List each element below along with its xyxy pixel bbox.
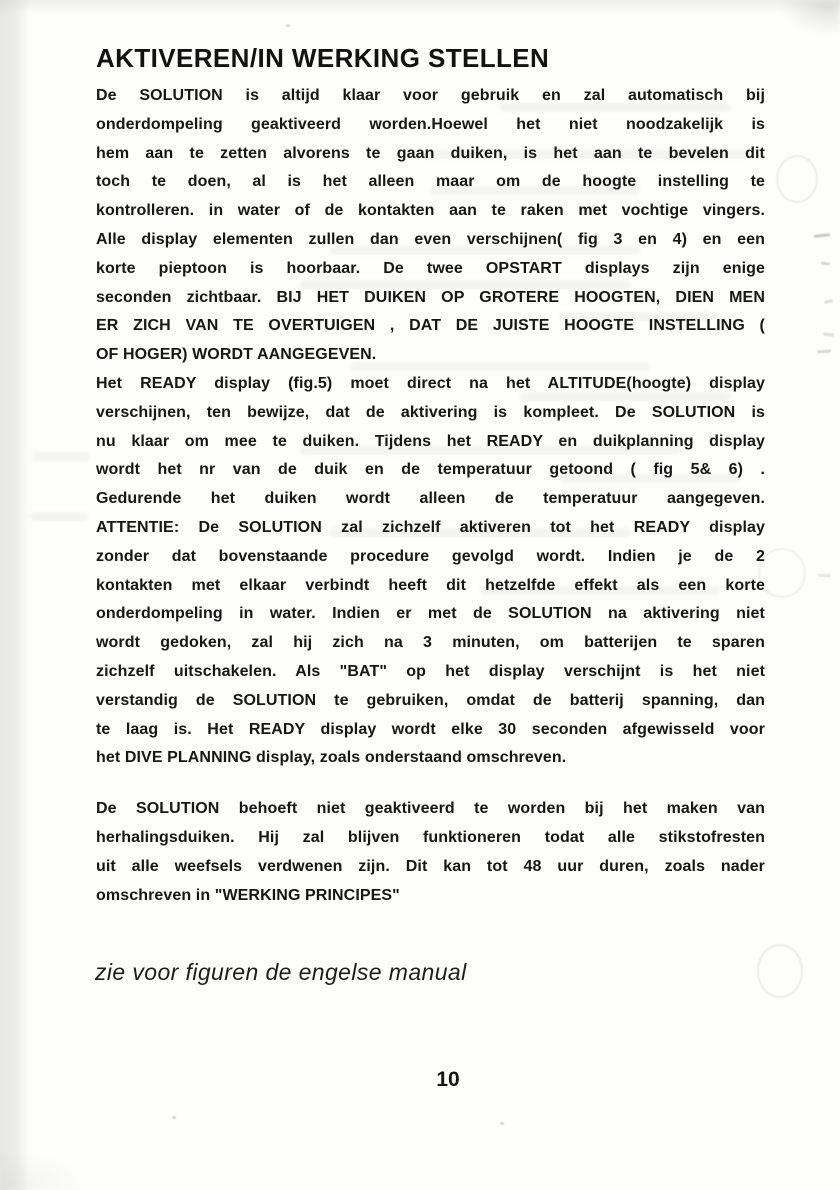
body-text xyxy=(96,82,765,910)
text-line: onderdompeling geaktiveerd worden.Hoewel het niet noodzakelijk is xyxy=(96,115,765,133)
text-line: zichzelf uitschakelen. Als "BAT" op het display verschijnt is het niet xyxy=(96,662,765,680)
text-line: Het READY display (fig.5) moet direct na het ALTITUDE(hoogte) display xyxy=(96,374,765,392)
text-line: Alle display elementen zullen dan even verschijnen( fig 3 en 4) en een xyxy=(96,230,765,248)
text-line: herhalingsduiken. Hij zal blijven funktioneren todat alle stikstofresten xyxy=(96,828,765,846)
scan-edge-shadow-top xyxy=(0,0,840,14)
text-line: wordt het nr van de duik en de temperatuur getoond ( fig 5& 6) . xyxy=(96,461,765,479)
binding-hole-mark xyxy=(757,944,803,998)
text-line: uit alle weefsels verdwenen zijn. Dit kan tot 48 uur duren, zoals nader xyxy=(96,857,765,875)
text-line: te laag is. Het READY display wordt elke 30 seconden afgewisseld voor xyxy=(96,720,765,738)
scan-smudge-bottom-left xyxy=(0,1150,90,1190)
scan-speck xyxy=(172,1116,176,1119)
figure-reference-note: zie voor figuren de engelse manual xyxy=(95,959,467,985)
binding-hole-mark xyxy=(758,548,806,598)
text-line: onderdompeling in water. Indien er met de SOLUTION na aktivering niet xyxy=(96,605,765,623)
text-line: De SOLUTION is altijd klaar voor gebruik en zal automatisch bij xyxy=(96,87,765,104)
text-line: seconden zichtbaar. BIJ HET DUIKEN OP GROTERE HOOGTEN, DIEN MEN xyxy=(96,288,765,306)
text-line: zonder dat bovenstaande procedure gevolgd wordt. Indien je de 2 xyxy=(96,547,765,565)
text-line: verstandig de SOLUTION te gebruiken, omdat de batterij spanning, dan xyxy=(96,691,765,709)
text-line: De SOLUTION behoeft niet geaktiveerd te worden bij het maken van xyxy=(96,800,765,818)
scan-speck xyxy=(500,1122,504,1125)
text-line: omschreven in "WERKING PRINCIPES" xyxy=(96,886,400,904)
scan-dash xyxy=(821,261,830,265)
page-number: 10 xyxy=(436,1068,460,1091)
scan-dash xyxy=(817,350,831,354)
binding-hole-mark xyxy=(776,155,818,203)
scan-dash xyxy=(823,333,834,337)
text-line: verschijnen, ten bewijze, dat de aktivering is kompleet. De SOLUTION is xyxy=(96,403,765,421)
text-line: OF HOGER) WORDT AANGEGEVEN. xyxy=(96,346,377,364)
page-title: AKTIVEREN/IN WERKING STELLEN xyxy=(96,43,550,73)
text-line: toch te doen, al is het alleen maar om de hoogte instelling te xyxy=(96,173,765,191)
text-line: het DIVE PLANNING display, zoals onderstaand omschreven. xyxy=(96,749,567,767)
text-line: ER ZICH VAN TE OVERTUIGEN , DAT DE JUISTE HOOGTE INSTELLING ( xyxy=(96,317,765,335)
paragraph-ready-display xyxy=(96,370,765,773)
bleedthrough-smudge xyxy=(32,452,90,461)
text-line: kontrolleren. in water of de kontakten aan te raken met vochtige vingers. xyxy=(96,202,765,220)
text-line: ATTENTIE: De SOLUTION zal zichzelf aktiveren tot het READY display xyxy=(96,518,765,536)
text-line: korte pieptoon is hoorbaar. De twee OPSTART displays zijn enige xyxy=(96,259,765,277)
paragraph-repetitive-dives xyxy=(96,795,765,910)
paragraph-activation xyxy=(96,82,765,370)
scan-dash xyxy=(818,574,831,578)
text-line: nu klaar om mee te duiken. Tijdens het READY en duikplanning display xyxy=(96,432,765,450)
scan-dash xyxy=(824,299,833,304)
scan-speck xyxy=(286,24,290,27)
scan-dash xyxy=(814,233,830,238)
text-line: hem aan te zetten alvorens te gaan duiken, is het aan te bevelen dit xyxy=(96,144,765,162)
text-line: kontakten met elkaar verbindt heeft dit hetzelfde effekt als een korte xyxy=(96,576,765,594)
scan-smudge-top-right xyxy=(780,0,840,36)
scan-edge-shadow-left xyxy=(0,0,30,1190)
text-line: Gedurende het duiken wordt alleen de temperatuur aangegeven. xyxy=(96,490,765,508)
text-line: wordt gedoken, zal hij zich na 3 minuten, om batterijen te sparen xyxy=(96,634,765,652)
bleedthrough-smudge xyxy=(30,512,88,521)
